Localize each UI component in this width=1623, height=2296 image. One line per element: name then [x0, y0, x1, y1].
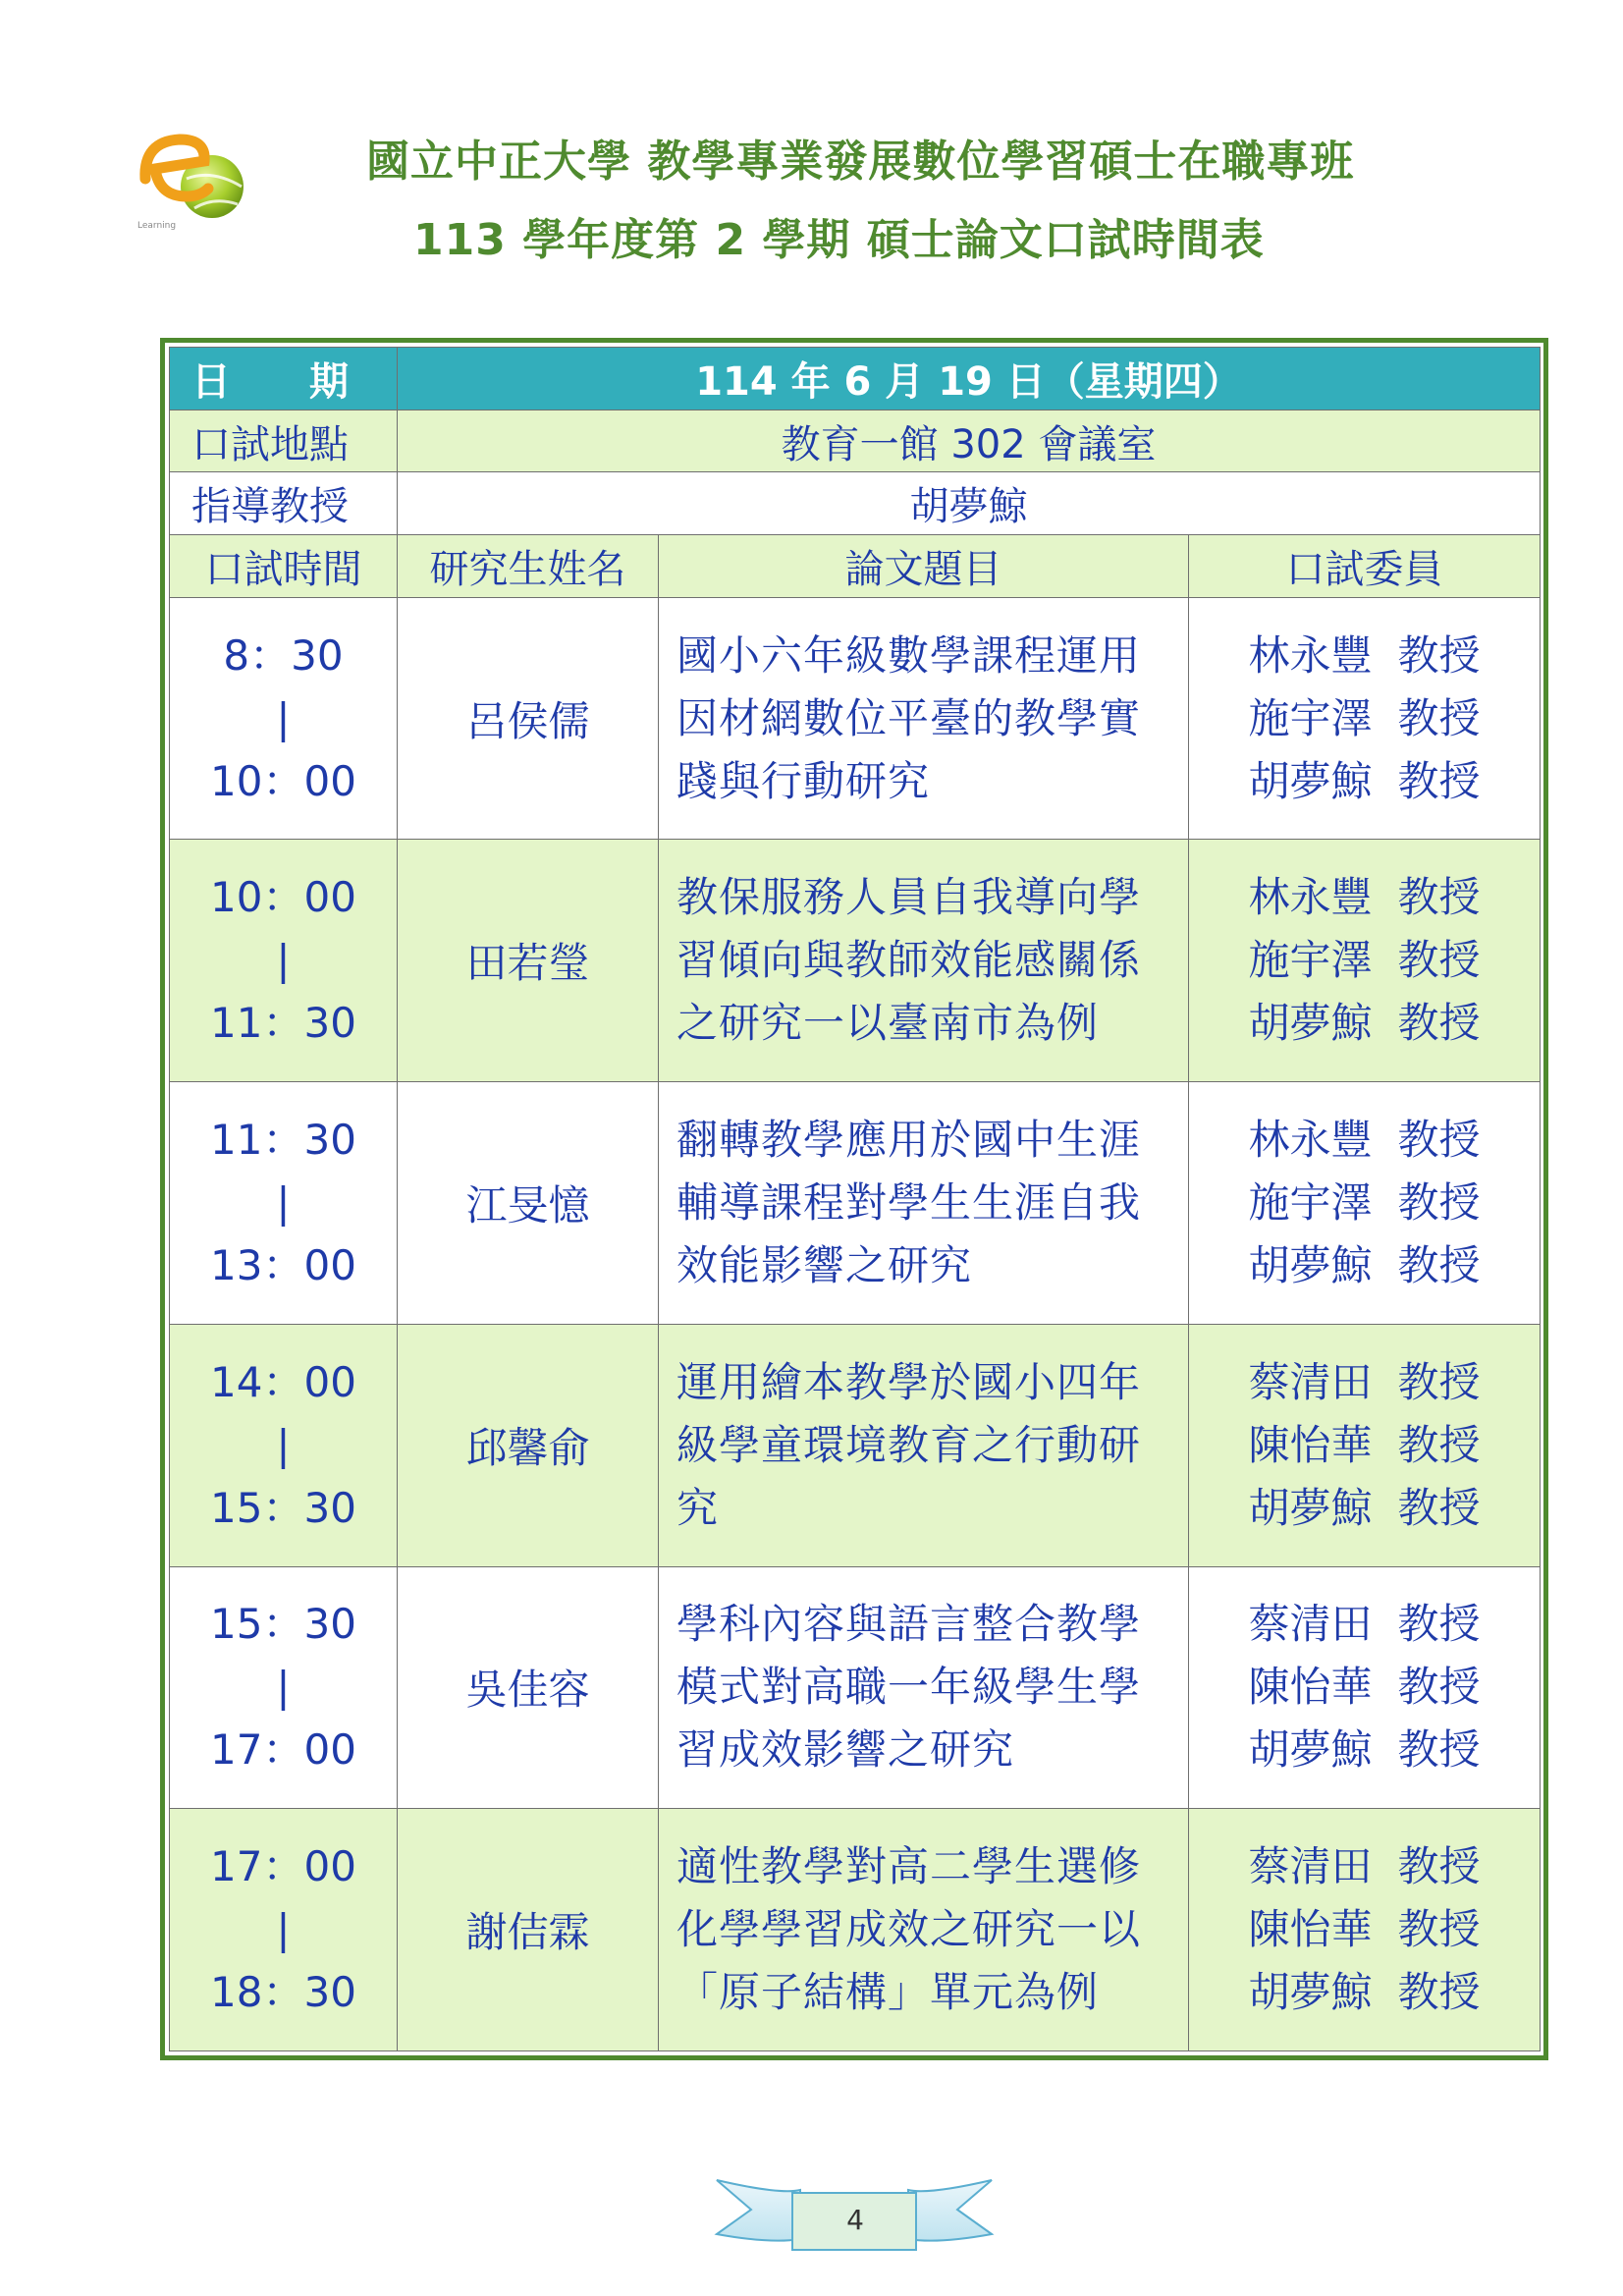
committee-member	[1189, 625, 1540, 687]
schedule-frame	[160, 338, 1548, 2060]
member-name: 陳怡華	[1248, 1663, 1373, 1712]
thesis-title: 運用繪本教學於國小四年級學童環境教育之行動研究	[659, 1324, 1189, 1566]
member-title: 教授	[1397, 1905, 1481, 1954]
committee	[1189, 1324, 1541, 1566]
member-title: 教授	[1397, 1241, 1481, 1290]
slot-time	[170, 1324, 398, 1566]
thesis-title: 國小六年級數學課程運用因材網數位平臺的教學實踐與行動研究	[659, 597, 1189, 840]
time-end: 17：00	[210, 1725, 356, 1775]
member-title: 教授	[1397, 1420, 1481, 1469]
committee	[1189, 1082, 1541, 1325]
member-name: 林永豐	[1248, 1116, 1373, 1165]
table-row	[170, 1324, 1541, 1566]
member-title: 教授	[1397, 756, 1481, 805]
slot-time	[170, 1566, 398, 1809]
col-committee-header: 口試委員	[1189, 535, 1541, 598]
committee-member	[1189, 750, 1540, 813]
time-sep: |	[276, 936, 291, 985]
schedule-table	[169, 347, 1541, 2051]
committee-member	[1189, 1414, 1540, 1477]
slot-time	[170, 597, 398, 840]
time-sep: |	[276, 1178, 291, 1228]
committee	[1189, 1566, 1541, 1809]
location-value: 教育一館 302 會議室	[398, 410, 1541, 472]
member-title: 教授	[1397, 999, 1481, 1048]
time-start: 11：30	[210, 1116, 356, 1165]
thesis-title: 教保服務人員自我導向學習傾向與教師效能感關係之研究一以臺南市為例	[659, 840, 1189, 1082]
member-name: 陳怡華	[1248, 1420, 1373, 1469]
member-title: 教授	[1397, 1116, 1481, 1165]
page-number: 4	[846, 2204, 864, 2236]
member-name: 陳怡華	[1248, 1905, 1373, 1954]
time-start: 15：30	[210, 1600, 356, 1649]
student-name: 邱馨俞	[398, 1324, 659, 1566]
member-name: 胡夢鯨	[1248, 756, 1373, 805]
member-title: 教授	[1397, 1842, 1481, 1891]
page-title-line1: 國立中正大學 教學專業發展數位學習碩士在職專班	[366, 137, 1355, 187]
time-end: 13：00	[210, 1241, 356, 1290]
date-row	[170, 348, 1541, 410]
member-name: 胡夢鯨	[1248, 1968, 1373, 2017]
time-end: 10：00	[210, 756, 356, 805]
committee-member	[1189, 1719, 1540, 1781]
member-name: 蔡清田	[1248, 1357, 1373, 1406]
student-name: 江旻憶	[398, 1082, 659, 1325]
advisor-label: 指導教授	[170, 472, 398, 535]
committee-member	[1189, 1477, 1540, 1540]
student-name: 謝佶霖	[398, 1809, 659, 2051]
student-name: 田若瑩	[398, 840, 659, 1082]
time-end: 15：30	[210, 1483, 356, 1532]
time-sep: |	[276, 693, 291, 742]
e-learning-logo	[126, 118, 253, 236]
member-title: 教授	[1397, 936, 1481, 985]
col-time-header: 口試時間	[170, 535, 398, 598]
member-name: 胡夢鯨	[1248, 1241, 1373, 1290]
time-sep: |	[276, 1905, 291, 1954]
table-row	[170, 840, 1541, 1082]
member-name: 林永豐	[1248, 873, 1373, 922]
member-title: 教授	[1397, 693, 1481, 742]
member-name: 施宇澤	[1248, 936, 1373, 985]
student-name: 呂侯儒	[398, 597, 659, 840]
member-title: 教授	[1397, 1725, 1481, 1775]
member-title: 教授	[1397, 630, 1481, 680]
committee-member	[1189, 1898, 1540, 1961]
member-title: 教授	[1397, 1600, 1481, 1649]
committee-member	[1189, 866, 1540, 929]
member-name: 施宇澤	[1248, 693, 1373, 742]
committee-member	[1189, 1172, 1540, 1234]
committee-member	[1189, 1961, 1540, 2024]
logo-text: Learning	[137, 221, 177, 231]
col-name-header: 研究生姓名	[398, 535, 659, 598]
member-name: 胡夢鯨	[1248, 999, 1373, 1048]
slot-time	[170, 1809, 398, 2051]
member-title: 教授	[1397, 1968, 1481, 2017]
table-row	[170, 1809, 1541, 2051]
slot-time	[170, 1082, 398, 1325]
committee-member	[1189, 1593, 1540, 1656]
member-title: 教授	[1397, 1357, 1481, 1406]
committee-member	[1189, 929, 1540, 992]
date-value: 114 年 6 月 19 日（星期四）	[398, 348, 1541, 410]
col-thesis-header: 論文題目	[659, 535, 1189, 598]
member-title: 教授	[1397, 1178, 1481, 1228]
committee-member	[1189, 687, 1540, 750]
member-title: 教授	[1397, 873, 1481, 922]
committee-member	[1189, 1835, 1540, 1898]
member-title: 教授	[1397, 1483, 1481, 1532]
thesis-title: 學科內容與語言整合教學模式對高職一年級學生學習成效影響之研究	[659, 1566, 1189, 1809]
slot-time	[170, 840, 398, 1082]
thesis-title: 翻轉教學應用於國中生涯輔導課程對學生生涯自我效能影響之研究	[659, 1082, 1189, 1325]
committee-member	[1189, 1109, 1540, 1172]
committee	[1189, 597, 1541, 840]
committee-member	[1189, 992, 1540, 1055]
location-label: 口試地點	[170, 410, 398, 472]
location-row	[170, 410, 1541, 472]
column-header-row	[170, 535, 1541, 598]
time-sep: |	[276, 1420, 291, 1469]
member-name: 施宇澤	[1248, 1178, 1373, 1228]
member-name: 胡夢鯨	[1248, 1725, 1373, 1775]
advisor-value: 胡夢鯨	[398, 472, 1541, 535]
time-start: 17：00	[210, 1842, 356, 1891]
committee-member	[1189, 1351, 1540, 1414]
committee-member	[1189, 1656, 1540, 1719]
date-label: 日 期	[170, 348, 398, 410]
committee	[1189, 840, 1541, 1082]
member-name: 林永豐	[1248, 630, 1373, 680]
member-name: 胡夢鯨	[1248, 1483, 1373, 1532]
committee	[1189, 1809, 1541, 2051]
committee-member	[1189, 1234, 1540, 1297]
table-row	[170, 597, 1541, 840]
table-row	[170, 1566, 1541, 1809]
time-end: 18：30	[210, 1968, 356, 2017]
page-title-line2: 113 學年度第 2 學期 碩士論文口試時間表	[413, 215, 1265, 265]
time-sep: |	[276, 1663, 291, 1712]
time-start: 14：00	[210, 1357, 356, 1406]
member-name: 蔡清田	[1248, 1600, 1373, 1649]
student-name: 吳佳容	[398, 1566, 659, 1809]
thesis-title: 適性教學對高二學生選修化學學習成效之研究一以「原子結構」單元為例	[659, 1809, 1189, 2051]
time-end: 11：30	[210, 999, 356, 1048]
member-title: 教授	[1397, 1663, 1481, 1712]
member-name: 蔡清田	[1248, 1842, 1373, 1891]
time-start: 8：30	[223, 630, 344, 680]
time-start: 10：00	[210, 873, 356, 922]
advisor-row	[170, 472, 1541, 535]
table-row	[170, 1082, 1541, 1325]
